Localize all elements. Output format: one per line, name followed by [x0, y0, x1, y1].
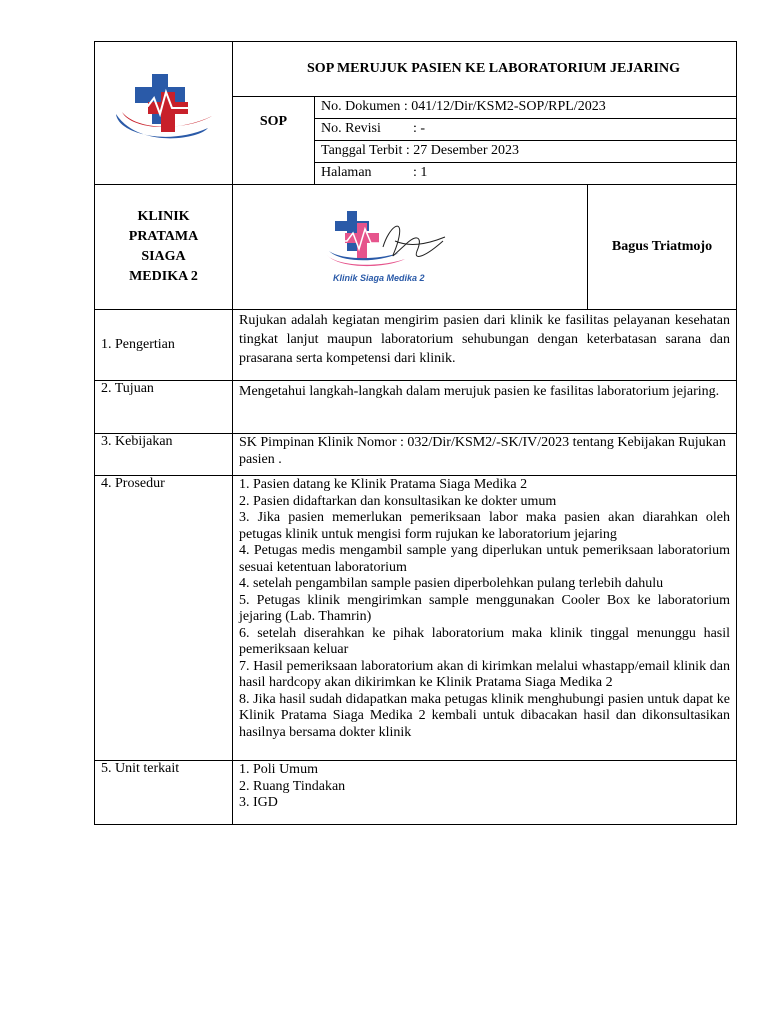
- unit-terkait-content: [233, 761, 737, 825]
- halaman-label: Halaman: [321, 165, 372, 180]
- prosedur-steps: [239, 477, 730, 741]
- prosedur-content: [233, 476, 737, 761]
- no-revisi: [315, 119, 737, 141]
- clinic-logo-signature-icon: [325, 207, 455, 287]
- prosedur-step: 8. Jika hasil sudah didapatkan maka petugas klinik menghubungi pasien untuk dapat ke Klinik Pratama Siaga Medika 2 kembali untuk dibacakan hasil dan dikonsultasikan hasilnya bersama dokter klinik: [239, 691, 731, 740]
- no-dokumen: No. Dokumen : 041/12/Dir/KSM2-SOP/RPL/2023: [315, 97, 737, 119]
- sop-table: [94, 41, 737, 825]
- prosedur-step: 2. Pasien didaftarkan dan konsultasikan ke dokter umum: [239, 493, 557, 509]
- unit-terkait-item: 1. Poli Umum: [239, 762, 318, 777]
- prosedur-step: 7. Hasil pemeriksaan laboratorium akan di kirimkan melalui whastapp/email klinik dan hasil hardcopy akan dikirimkan ke Klinik Pratama Siaga Medika 2: [239, 658, 731, 690]
- document-title: SOP MERUJUK PASIEN KE LABORATORIUM JEJARING: [233, 42, 737, 97]
- prosedur-step: 4. setelah pengambilan sample pasien diperbolehkan pulang terlebih dahulu: [239, 576, 664, 591]
- clinic-logo-text: Klinik Siaga Medika 2: [333, 273, 425, 283]
- tujuan-text: Mengetahui langkah-langkah dalam merujuk pasien ke fasilitas laboratorium jejaring.: [233, 381, 737, 434]
- pengertian-text: Rujukan adalah kegiatan mengirim pasien dari klinik ke fasilitas pelayanan kesehatan tingkat lanjut maupun laboratorium sehubungan dengan keterbatasan sarana dan prasarana serta kompetensi dari klinik.: [233, 310, 737, 381]
- kebijakan-label: 3. Kebijakan: [95, 434, 233, 476]
- prosedur-label: 4. Prosedur: [95, 476, 233, 761]
- prosedur-step: 4. Petugas medis mengambil sample yang diperlukan untuk pemeriksaan laboratorium sesuai ketentuan laboratorium: [239, 543, 731, 575]
- signer-name: Bagus Triatmojo: [588, 185, 737, 310]
- unit-terkait-label: 5. Unit terkait: [95, 761, 233, 825]
- prosedur-step: 6. setelah diserahkan ke pihak laboratorium maka klinik tinggal menunggu hasil pemeriksaan keluar: [239, 625, 731, 657]
- pengertian-label: 1. Pengertian: [95, 310, 233, 381]
- sop-label: SOP: [233, 97, 315, 185]
- clinic-name-line: MEDIKA 2: [129, 269, 198, 284]
- clinic-cross-logo-icon: [108, 68, 220, 152]
- prosedur-step: 3. Jika pasien memerlukan pemeriksaan labor maka pasien akan diarahkan oleh petugas klinik untuk mengisi form rujukan ke laboratorium jejaring: [239, 510, 731, 542]
- clinic-name: [95, 185, 233, 310]
- prosedur-step: 5. Petugas klinik mengirimkan sample menggunakan Cooler Box ke laboratorium jejaring (Lab. Thamrin): [239, 592, 731, 624]
- halaman: [315, 163, 737, 185]
- prosedur-step: 1. Pasien datang ke Klinik Pratama Siaga Medika 2: [239, 477, 528, 492]
- no-revisi-value: : -: [413, 121, 426, 136]
- tanggal-terbit: Tanggal Terbit : 27 Desember 2023: [315, 141, 737, 163]
- unit-terkait-item: 3. IGD: [239, 795, 278, 810]
- unit-terkait-item: 2. Ruang Tindakan: [239, 778, 346, 794]
- halaman-value: : 1: [413, 165, 428, 180]
- clinic-name-line: SIAGA: [141, 249, 186, 264]
- clinic-name-line: KLINIK: [137, 209, 190, 224]
- signature-logo-cell: [233, 185, 588, 310]
- tujuan-label: 2. Tujuan: [95, 381, 233, 434]
- header-logo-cell: [95, 42, 233, 185]
- clinic-name-line: PRATAMA: [128, 229, 199, 244]
- no-revisi-label: No. Revisi: [321, 121, 381, 136]
- kebijakan-text: SK Pimpinan Klinik Nomor : 032/Dir/KSM2/-SK/IV/2023 tentang Kebijakan Rujukan pasien .: [233, 434, 737, 476]
